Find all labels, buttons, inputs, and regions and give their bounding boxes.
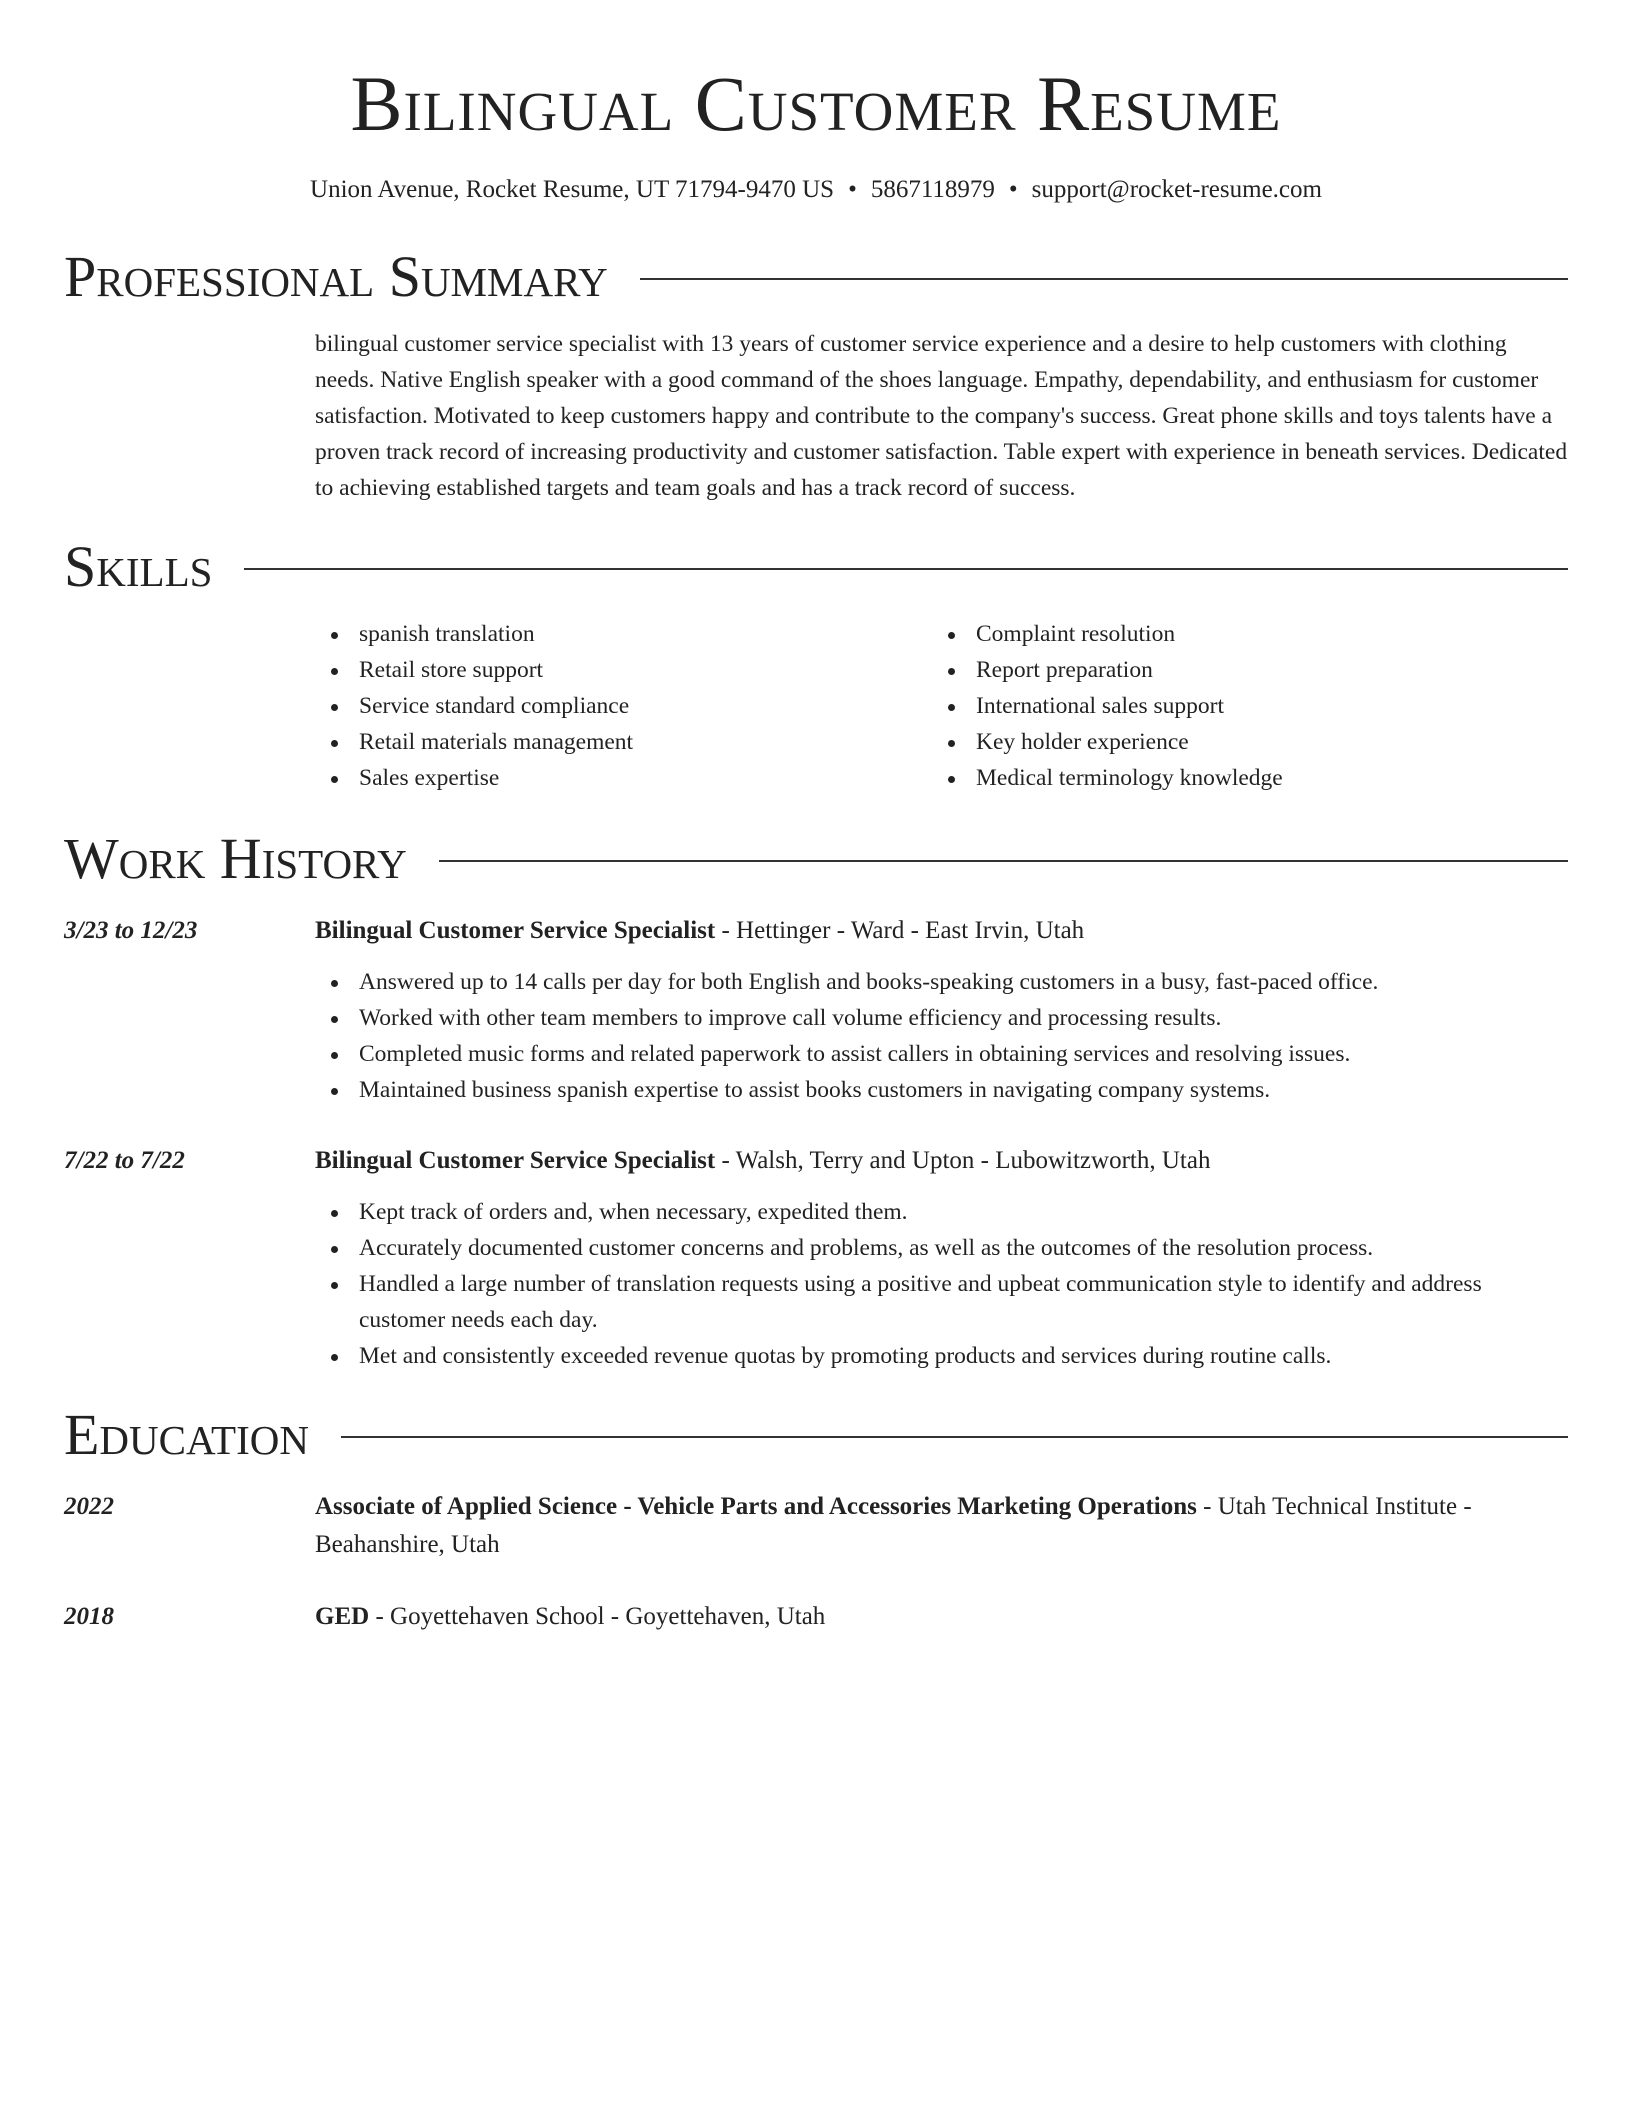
job-bullets [315,1194,1568,1374]
contact-email: support@rocket-resume.com [1031,176,1322,203]
skill-item: Retail store support [315,652,932,688]
job-bullet: Completed music forms and related paperwork to assist callers in obtaining services and resolving issues. [315,1036,1568,1072]
job-heading [315,912,1568,950]
skill-item: Report preparation [932,652,1549,688]
summary-heading: Professional Summary [64,244,608,309]
contact-address: Union Avenue, Rocket Resume, UT 71794-9470 US [310,176,835,203]
job-bullet: Maintained business spanish expertise to assist books customers in navigating company systems. [315,1072,1568,1108]
skills-heading: Skills [64,534,213,599]
section-divider [439,860,1568,862]
section-divider [341,1436,1568,1438]
work-heading: Work History [64,826,407,891]
education-heading: Education [64,1402,309,1467]
contact-separator: • [1008,176,1018,203]
skills-grid [315,616,1568,796]
education-heading-line [315,1488,1568,1564]
education-content [315,1598,1568,1636]
contact-line [64,174,1568,206]
job-title: Bilingual Customer Service Specialist [315,917,716,944]
job-dates: 3/23 to 12/23 [64,917,198,944]
contact-separator: • [848,176,857,203]
education-year: 2022 [64,1493,114,1520]
summary-section-header [64,242,1568,312]
education-content [315,1488,1568,1564]
education-degree: Associate of Applied Science - Vehicle Parts and Accessories Marketing Operations [315,1493,1197,1520]
education-details: - Goyettehaven School - Goyettehaven, Utah [369,1603,826,1630]
job-dates: 7/22 to 7/22 [64,1147,185,1174]
education-degree: GED [315,1603,370,1630]
contact-phone: 5867118979 [870,176,995,203]
skill-item: Key holder experience [932,724,1549,760]
skills-section [64,616,1568,796]
job-heading [315,1142,1568,1180]
skills-section-header [64,532,1568,602]
education-details: - Utah Technical Institute - Beahanshire, Utah [315,1493,1472,1558]
job-bullet: Worked with other team members to improve call volume efficiency and processing results. [315,1000,1568,1036]
job-details: - Walsh, Terry and Upton - Lubowitzworth, Utah [715,1147,1211,1174]
job-content [315,912,1568,1108]
skill-item: Service standard compliance [315,688,932,724]
resume-page [64,56,1568,1636]
summary-section [64,326,1568,506]
job-entry [64,1142,1568,1374]
education-entry [64,1488,1568,1564]
skill-item: Sales expertise [315,760,932,796]
skills-column-right [932,616,1549,796]
skill-item: Medical terminology knowledge [932,760,1549,796]
job-bullet: Answered up to 14 calls per day for both English and books-speaking customers in a busy, fast-paced office. [315,964,1568,1000]
job-bullet: Kept track of orders and, when necessary, expedited them. [315,1194,1568,1230]
education-section-header [64,1400,1568,1470]
job-bullet: Met and consistently exceeded revenue quotas by promoting products and services during routine calls. [315,1338,1568,1374]
job-bullets [315,964,1568,1108]
job-details: - Hettinger - Ward - East Irvin, Utah [715,917,1085,944]
job-content [315,1142,1568,1374]
education-heading-line [315,1598,1568,1636]
summary-text: bilingual customer service specialist with 13 years of customer service experience and a desire to help customers with clothing needs. Native English speaker with a good command of the shoes language. Empathy, dependability, and enthusiasm for customer satisfaction. Motivated to keep customers happy and contribute to the company's success. Great phone skills and toys talents have a proven track record of increasing productivity and customer satisfaction. Table expert with experience in beneath services. Dedicated to achieving established targets and team goals and has a track record of success. [315,331,1568,501]
skills-column-left [315,616,932,796]
education-entry [64,1598,1568,1636]
skill-item: Complaint resolution [932,616,1549,652]
job-title: Bilingual Customer Service Specialist [315,1147,716,1174]
job-bullet: Handled a large number of translation requests using a positive and upbeat communication style to identify and address customer needs each day. [315,1266,1568,1338]
work-section-header [64,824,1568,894]
resume-title: Bilingual Customer Resume [350,60,1282,147]
section-divider [640,278,1568,280]
job-entry [64,912,1568,1108]
education-year: 2018 [64,1603,114,1630]
section-divider [244,568,1568,570]
skill-item: International sales support [932,688,1549,724]
job-bullet: Accurately documented customer concerns and problems, as well as the outcomes of the resolution process. [315,1230,1568,1266]
skill-item: Retail materials management [315,724,932,760]
skill-item: spanish translation [315,616,932,652]
